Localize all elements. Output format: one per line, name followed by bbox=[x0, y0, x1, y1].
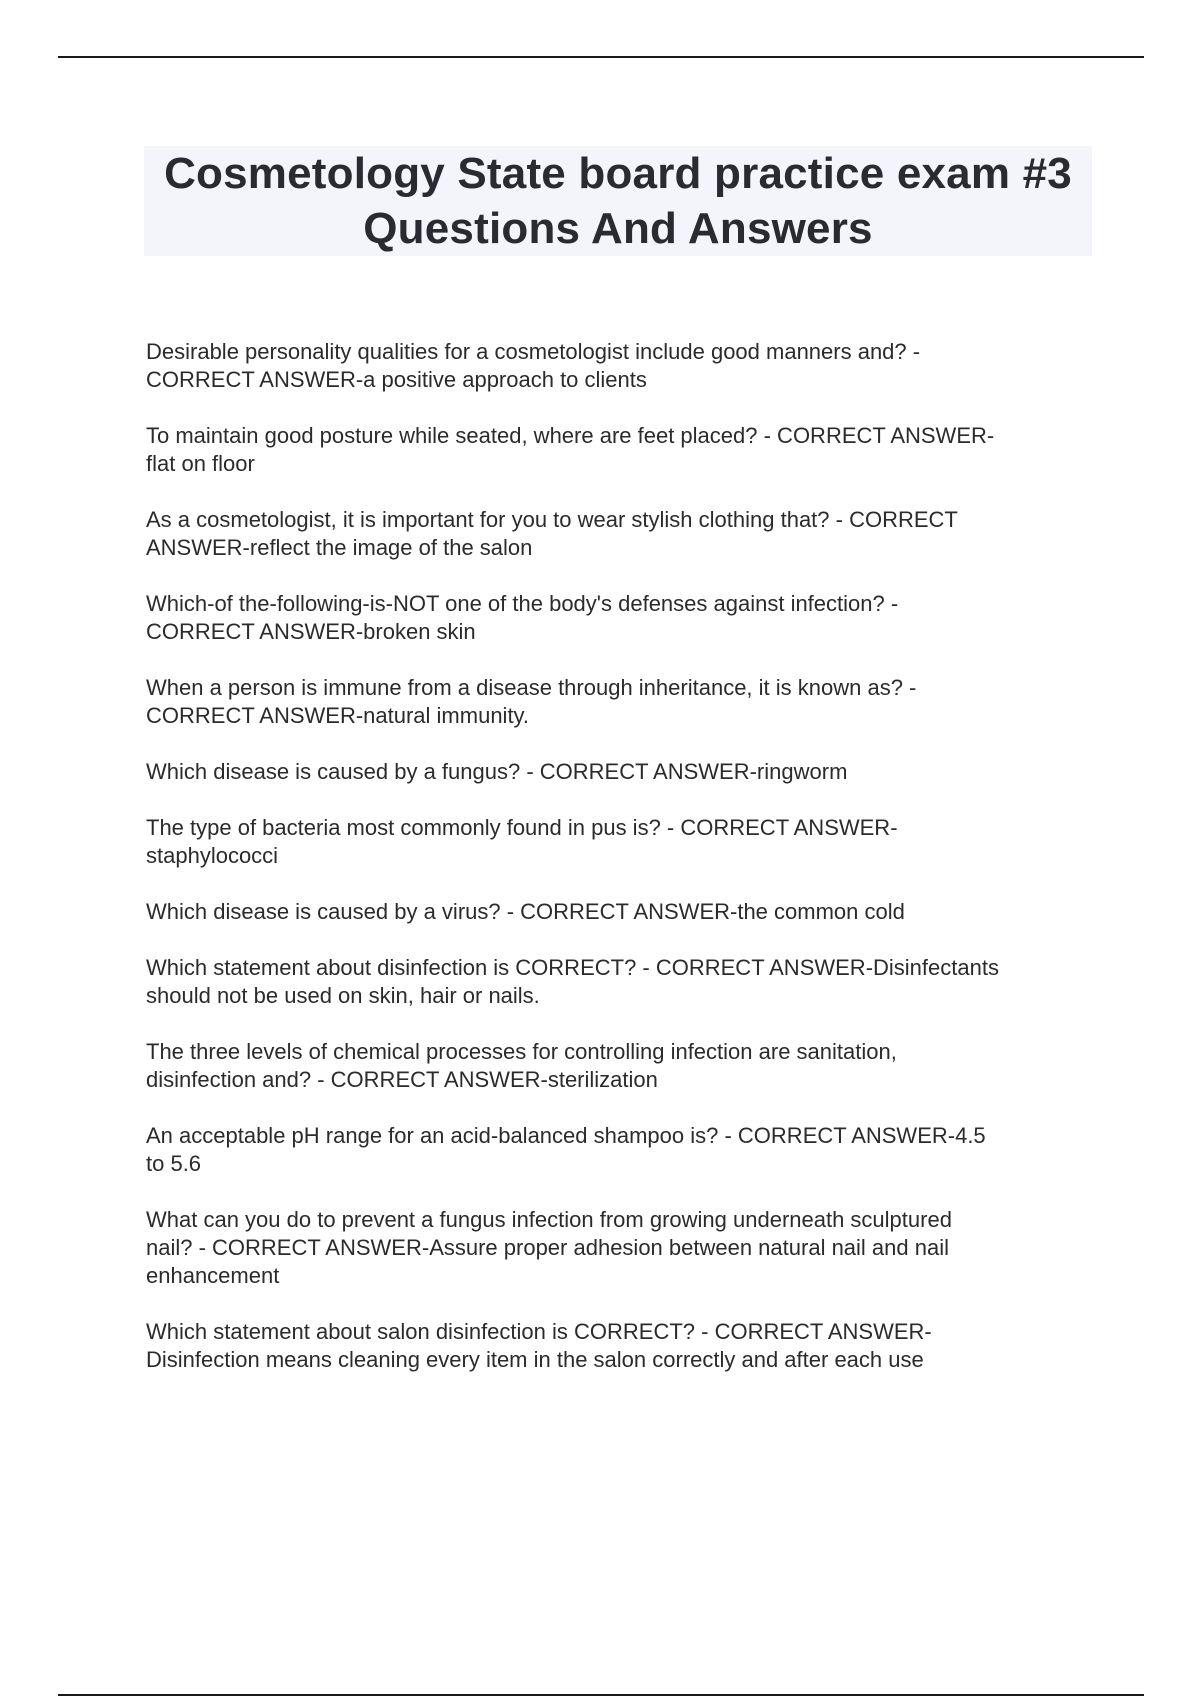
qa-item: An acceptable pH range for an acid-balanced shampoo is? - CORRECT ANSWER-4.5 to 5.6 bbox=[146, 1123, 986, 1176]
qa-item: The three levels of chemical processes for controlling infection are sanitation, disinfection and? - CORRECT ANSWER-sterilization bbox=[146, 1039, 897, 1092]
title-banner bbox=[144, 146, 1092, 256]
bottom-rule bbox=[58, 1694, 1144, 1696]
qa-item: Which disease is caused by a fungus? - CORRECT ANSWER-ringworm bbox=[146, 759, 848, 784]
qa-item: The type of bacteria most commonly found in pus is? - CORRECT ANSWER- staphylococci bbox=[146, 815, 898, 868]
qa-item: Which-of the-following-is-NOT one of the body's defenses against infection? - CORRECT ANSWER-broken skin bbox=[146, 591, 899, 644]
qa-item: As a cosmetologist, it is important for you to wear stylish clothing that? - CORRECT ANSWER-reflect the image of the salon bbox=[146, 507, 958, 560]
qa-item: When a person is immune from a disease through inheritance, it is known as? - CORRECT ANSWER-natural immunity. bbox=[146, 675, 917, 728]
qa-item: What can you do to prevent a fungus infection from growing underneath sculptured nail? - CORRECT ANSWER-Assure proper adhesion between natural nail and nail enhancement bbox=[146, 1207, 952, 1288]
qa-list bbox=[146, 338, 1096, 1402]
qa-item: Which statement about disinfection is CORRECT? - CORRECT ANSWER-Disinfectants should not be used on skin, hair or nails. bbox=[146, 955, 999, 1008]
qa-item: To maintain good posture while seated, where are feet placed? - CORRECT ANSWER- flat on floor bbox=[146, 423, 995, 476]
document-title: Cosmetology State board practice exam #3 Questions And Answers bbox=[164, 149, 1072, 253]
qa-item: Which statement about salon disinfection is CORRECT? - CORRECT ANSWER- Disinfection means cleaning every item in the salon correctly and after each use bbox=[146, 1319, 932, 1372]
qa-item: Which disease is caused by a virus? - CORRECT ANSWER-the common cold bbox=[146, 899, 905, 924]
top-rule bbox=[58, 56, 1144, 58]
qa-item: Desirable personality qualities for a cosmetologist include good manners and? - CORRECT ANSWER-a positive approach to clients bbox=[146, 339, 921, 392]
